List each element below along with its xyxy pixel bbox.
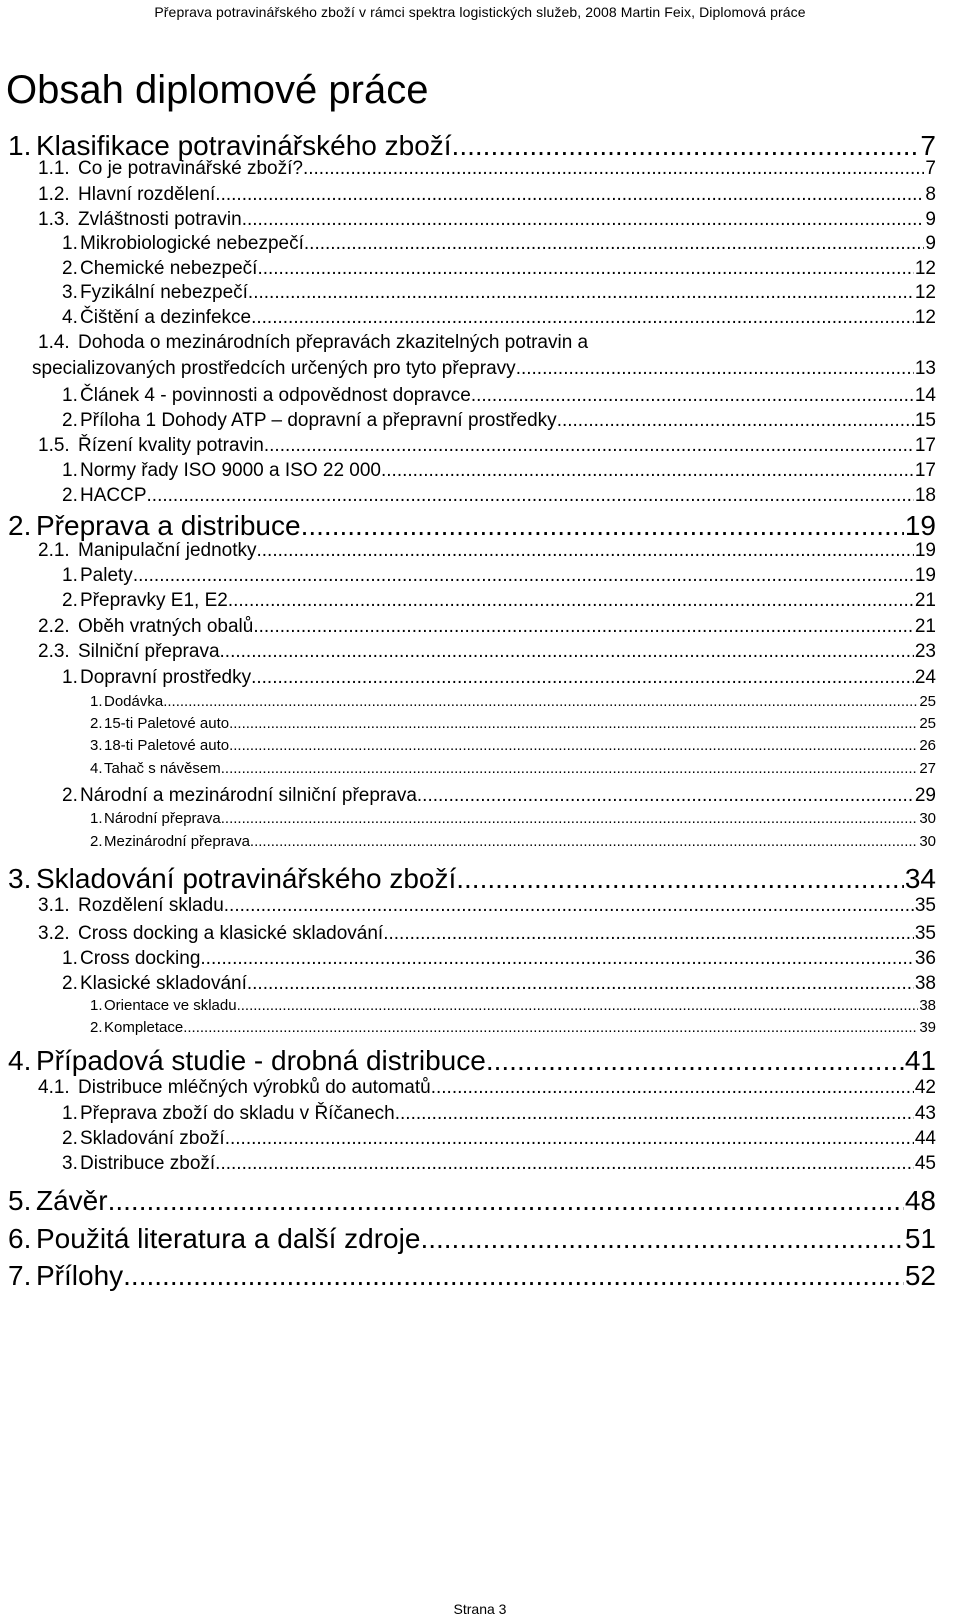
toc-entry[interactable] xyxy=(62,973,936,995)
toc-entry-number: 1. xyxy=(62,948,78,969)
toc-dot-leader xyxy=(215,1153,914,1175)
toc-entry-page: 17 xyxy=(914,460,936,481)
toc-entry-number: 3.2. xyxy=(38,923,70,944)
toc-entry-page: 8 xyxy=(925,184,936,205)
toc-entry-title: Co je potravinářské zboží? xyxy=(78,158,303,179)
toc-entry-page: 12 xyxy=(914,258,936,279)
toc-entry-number: 3. xyxy=(8,863,32,894)
toc-entry[interactable] xyxy=(90,737,936,754)
toc-entry[interactable] xyxy=(38,184,936,206)
toc-dot-leader xyxy=(224,895,914,917)
toc-entry-page: 25 xyxy=(919,715,936,732)
toc-entry[interactable] xyxy=(62,1128,936,1150)
toc-dot-leader xyxy=(303,158,924,180)
toc-entry-number: 2.2. xyxy=(38,616,70,637)
toc-dot-leader xyxy=(237,997,919,1014)
toc-dot-leader xyxy=(420,1223,903,1255)
toc-entry-title: Národní a mezinárodní silniční přeprava xyxy=(80,785,417,806)
toc-entry-number: 2. xyxy=(90,833,103,850)
toc-entry[interactable] xyxy=(62,282,936,304)
toc-entry-title: Distribuce mléčných výrobků do automatů xyxy=(78,1077,431,1098)
toc-entry[interactable] xyxy=(62,410,936,432)
toc-entry-number: 2. xyxy=(62,785,78,806)
toc-dot-leader xyxy=(228,590,914,612)
toc-entry[interactable] xyxy=(38,895,936,917)
toc-entry[interactable] xyxy=(62,485,936,507)
toc-entry-page: 35 xyxy=(914,895,936,916)
toc-entry[interactable] xyxy=(38,158,936,180)
toc-entry-page: 7 xyxy=(920,130,936,161)
toc-entry[interactable] xyxy=(62,565,936,587)
toc-entry[interactable] xyxy=(8,510,936,542)
toc-entry-page: 14 xyxy=(914,385,936,406)
toc-entry-title: Orientace ve skladu xyxy=(104,997,237,1014)
toc-entry-title: Dohoda o mezinárodních přepravách zkazitelných potravin a xyxy=(78,332,589,353)
toc-entry-title: Národní přeprava xyxy=(104,810,221,827)
toc-entry-number: 3. xyxy=(62,1153,78,1174)
toc-entry-page: 38 xyxy=(919,997,936,1014)
toc-entry-title: Normy řady ISO 9000 a ISO 22 000 xyxy=(80,460,381,481)
toc-entry-page: 24 xyxy=(914,667,936,688)
toc-dot-leader xyxy=(250,833,918,850)
toc-entry-number: 1. xyxy=(62,385,78,406)
toc-entry-title: Oběh vratných obalů xyxy=(78,616,254,637)
toc-entry-page: 29 xyxy=(914,785,936,806)
toc-entry-page: 12 xyxy=(914,282,936,303)
toc-entry-title: Distribuce zboží xyxy=(80,1153,216,1174)
toc-entry-title: Skladování potravinářského zboží xyxy=(36,863,457,894)
toc-entry[interactable] xyxy=(38,616,936,638)
running-header: Přeprava potravinářského zboží v rámci spektra logistických služeb, 2008 Martin Feix, Diplomová práce xyxy=(154,4,806,20)
toc-entry-title: Tahač s návěsem xyxy=(104,760,221,777)
toc-dot-leader xyxy=(456,863,904,895)
toc-entry-title: Řízení kvality potravin xyxy=(78,435,264,456)
toc-entry-title: Kompletace xyxy=(104,1019,184,1036)
toc-entry-page: 23 xyxy=(914,641,936,662)
toc-entry-number: 2. xyxy=(62,410,78,431)
toc-entry-title: Palety xyxy=(80,565,133,586)
toc-entry[interactable] xyxy=(62,948,936,970)
toc-dot-leader xyxy=(264,435,914,457)
toc-entry-page: 21 xyxy=(914,590,936,611)
toc-entry-number: 4. xyxy=(8,1045,32,1076)
toc-dot-leader xyxy=(247,973,914,995)
toc-entry-page: 30 xyxy=(919,810,936,827)
toc-dot-leader xyxy=(242,209,925,231)
toc-entry-number: 1. xyxy=(90,810,103,827)
toc-entry-title: Použitá literatura a další zdroje xyxy=(36,1223,421,1254)
toc-entry-page: 36 xyxy=(914,948,936,969)
toc-entry-title: Cross docking xyxy=(80,948,201,969)
toc-dot-leader xyxy=(301,510,904,542)
toc-dot-leader xyxy=(133,565,914,587)
toc-dot-leader xyxy=(200,948,913,970)
toc-entry-title: Manipulační jednotky xyxy=(78,540,257,561)
toc-dot-leader xyxy=(251,307,914,329)
toc-entry[interactable] xyxy=(90,833,936,850)
toc-entry-number: 2. xyxy=(62,485,78,506)
toc-entry[interactable] xyxy=(90,1019,936,1036)
toc-entry-number: 3. xyxy=(62,282,78,303)
toc-entry-number: 1. xyxy=(90,997,103,1014)
toc-entry[interactable] xyxy=(62,460,936,482)
toc-entry-page: 41 xyxy=(904,1045,936,1076)
toc-entry-title: Mezinárodní přeprava xyxy=(104,833,250,850)
toc-entry[interactable] xyxy=(62,385,936,407)
toc-entry[interactable] xyxy=(62,667,936,689)
toc-entry-title: Přílohy xyxy=(36,1260,124,1291)
toc-dot-leader xyxy=(516,358,914,380)
toc-entry-title: 18-ti Paletové auto xyxy=(104,737,230,754)
toc-entry-page: 12 xyxy=(914,307,936,328)
toc-entry[interactable] xyxy=(62,590,936,612)
toc-dot-leader xyxy=(431,1077,914,1099)
toc-entry-page: 9 xyxy=(925,233,936,254)
footer-label: Strana xyxy=(453,1601,495,1617)
toc-entry[interactable] xyxy=(62,258,936,280)
toc-entry[interactable] xyxy=(8,863,936,895)
toc-entry-number: 4. xyxy=(90,760,103,777)
toc-dot-leader xyxy=(123,1260,904,1292)
toc-entry-page: 15 xyxy=(914,410,936,431)
toc-dot-leader xyxy=(251,667,914,689)
toc-entry-title: Přeprava zboží do skladu v Říčanech xyxy=(80,1103,395,1124)
toc-entry-number: 2. xyxy=(62,258,78,279)
toc-entry-page: 39 xyxy=(919,1019,936,1036)
toc-entry-page: 42 xyxy=(914,1077,936,1098)
toc-entry-page: 44 xyxy=(914,1128,936,1149)
toc-entry-title: Klasifikace potravinářského zboží xyxy=(36,130,452,161)
toc-entry-title: Případová studie - drobná distribuce xyxy=(36,1045,486,1076)
toc-entry-title: Závěr xyxy=(36,1185,108,1216)
toc-entry-title: Čištění a dezinfekce xyxy=(80,307,252,328)
toc-entry-number: 2. xyxy=(62,1128,78,1149)
toc-entry-number: 2. xyxy=(90,1019,103,1036)
toc-dot-leader xyxy=(557,410,914,432)
page-title: Obsah diplomové práce xyxy=(6,68,429,112)
toc-entry[interactable] xyxy=(38,923,936,945)
toc-entry-page: 17 xyxy=(914,435,936,456)
toc-entry[interactable] xyxy=(38,1077,936,1099)
toc-entry-number: 1.4. xyxy=(38,332,70,353)
footer-page-number: 3 xyxy=(498,1601,507,1617)
toc-entry[interactable] xyxy=(90,810,936,827)
toc-entry[interactable] xyxy=(38,209,936,231)
toc-dot-leader xyxy=(257,540,914,562)
toc-entry[interactable] xyxy=(8,1185,936,1217)
toc-entry[interactable] xyxy=(90,693,936,710)
toc-entry-title: Cross docking a klasické skladování xyxy=(78,923,384,944)
toc-entry-page: 13 xyxy=(914,358,936,379)
toc-entry[interactable] xyxy=(38,540,936,562)
toc-dot-leader xyxy=(257,258,913,280)
toc-entry-page: 9 xyxy=(925,209,936,230)
toc-entry-number: 1.1. xyxy=(38,158,70,179)
toc-entry-page: 25 xyxy=(919,693,936,710)
toc-entry-number: 3.1. xyxy=(38,895,70,916)
toc-dot-leader xyxy=(383,923,914,945)
toc-entry-number: 1. xyxy=(62,233,78,254)
toc-dot-leader xyxy=(229,715,918,732)
toc-dot-leader xyxy=(304,233,925,255)
toc-entry-title: Skladování zboží xyxy=(80,1128,225,1149)
toc-entry[interactable] xyxy=(90,715,936,732)
toc-dot-leader xyxy=(471,385,914,407)
toc-dot-leader xyxy=(147,485,914,507)
toc-entry-number: 1.3. xyxy=(38,209,70,230)
toc-entry-page: 52 xyxy=(904,1260,936,1291)
toc-entry[interactable] xyxy=(90,760,936,777)
toc-entry-title: Přepravky E1, E2 xyxy=(80,590,228,611)
toc-entry-number: 6. xyxy=(8,1223,32,1254)
toc-dot-leader xyxy=(220,641,914,663)
toc-entry-title: specializovaných prostředcích určených pro tyto přepravy xyxy=(32,358,516,379)
toc-entry-number: 5. xyxy=(8,1185,32,1216)
toc-entry[interactable] xyxy=(62,233,936,255)
toc-entry-title: Dopravní prostředky xyxy=(80,667,252,688)
toc-dot-leader xyxy=(229,737,918,754)
toc-dot-leader xyxy=(253,616,914,638)
toc-dot-leader xyxy=(108,1185,904,1217)
toc-entry[interactable] xyxy=(38,435,936,457)
toc-dot-leader xyxy=(163,693,918,710)
toc-dot-leader xyxy=(395,1103,914,1125)
toc-entry-number: 2. xyxy=(62,973,78,994)
toc-dot-leader xyxy=(486,1045,904,1077)
toc-entry-number: 4.1. xyxy=(38,1077,70,1098)
toc-entry-page: 19 xyxy=(904,510,936,541)
toc-entry[interactable] xyxy=(62,1153,936,1175)
toc-entry-page: 19 xyxy=(914,540,936,561)
toc-entry-page: 45 xyxy=(914,1153,936,1174)
toc-dot-leader xyxy=(381,460,914,482)
toc-entry-number: 1. xyxy=(90,693,103,710)
toc-entry-number: 1.2. xyxy=(38,184,70,205)
toc-entry-page: 27 xyxy=(919,760,936,777)
toc-entry[interactable] xyxy=(62,785,936,807)
toc-entry-title: Mikrobiologické nebezpečí xyxy=(80,233,304,254)
toc-entry-number: 3. xyxy=(90,737,103,754)
toc-entry-number: 2.3. xyxy=(38,641,70,662)
toc-entry-title: Rozdělení skladu xyxy=(78,895,224,916)
toc-entry-page: 7 xyxy=(925,158,936,179)
toc-entry-title: Příloha 1 Dohody ATP – dopravní a přepravní prostředky xyxy=(80,410,557,431)
toc-entry-title: Fyzikální nebezpečí xyxy=(80,282,248,303)
toc-entry-page: 26 xyxy=(919,737,936,754)
toc-entry[interactable] xyxy=(38,332,936,354)
toc-entry-page: 19 xyxy=(914,565,936,586)
toc-entry-page: 51 xyxy=(904,1223,936,1254)
toc-entry-number: 2.1. xyxy=(38,540,70,561)
toc-entry-number: 2. xyxy=(8,510,32,541)
toc-entry-page: 30 xyxy=(919,833,936,850)
toc-entry-page: 21 xyxy=(914,616,936,637)
toc-entry-page: 48 xyxy=(904,1185,936,1216)
toc-entry-title: Zvláštnosti potravin xyxy=(78,209,242,230)
toc-entry-number: 1. xyxy=(62,460,78,481)
toc-entry-number: 1.5. xyxy=(38,435,70,456)
toc-entry[interactable] xyxy=(8,1045,936,1077)
toc-entry-title: Dodávka xyxy=(104,693,164,710)
toc-dot-leader xyxy=(215,184,924,206)
toc-dot-leader xyxy=(221,760,919,777)
toc-dot-leader xyxy=(183,1019,918,1036)
toc-entry[interactable] xyxy=(62,307,936,329)
toc-entry-page: 43 xyxy=(914,1103,936,1124)
toc-entry-title: Článek 4 - povinnosti a odpovědnost dopravce xyxy=(80,385,471,406)
toc-entry-page: 35 xyxy=(914,923,936,944)
toc-entry-page: 34 xyxy=(904,863,936,894)
toc-entry[interactable] xyxy=(8,1223,936,1255)
toc-entry[interactable] xyxy=(8,1260,936,1292)
toc-dot-leader xyxy=(225,1128,914,1150)
toc-entry[interactable] xyxy=(62,1103,936,1125)
toc-entry-title: Silniční přeprava xyxy=(78,641,220,662)
toc-entry-title: 15-ti Paletové auto xyxy=(104,715,230,732)
toc-entry-number: 1. xyxy=(62,1103,78,1124)
toc-dot-leader xyxy=(248,282,914,304)
toc-entry[interactable] xyxy=(38,641,936,663)
toc-entry-number: 2. xyxy=(62,590,78,611)
page-footer xyxy=(0,1601,960,1617)
toc-entry-number: 7. xyxy=(8,1260,32,1291)
toc-entry-number: 2. xyxy=(90,715,103,732)
toc-entry-page: 38 xyxy=(914,973,936,994)
toc-dot-leader xyxy=(221,810,919,827)
toc-entry-number: 1. xyxy=(8,130,32,161)
toc-entry-number: 1. xyxy=(62,565,78,586)
toc-entry-title: HACCP xyxy=(80,485,147,506)
toc-entry-title: Hlavní rozdělení xyxy=(78,184,216,205)
toc-entry[interactable] xyxy=(32,358,936,380)
toc-entry-title: Přeprava a distribuce xyxy=(36,510,301,541)
toc-entry[interactable] xyxy=(90,997,936,1014)
toc-dot-leader xyxy=(417,785,914,807)
toc-entry-number: 4. xyxy=(62,307,78,328)
toc-entry-title: Chemické nebezpečí xyxy=(80,258,258,279)
toc-entry-page: 18 xyxy=(914,485,936,506)
toc-entry-number: 1. xyxy=(62,667,78,688)
toc-entry-title: Klasické skladování xyxy=(80,973,247,994)
